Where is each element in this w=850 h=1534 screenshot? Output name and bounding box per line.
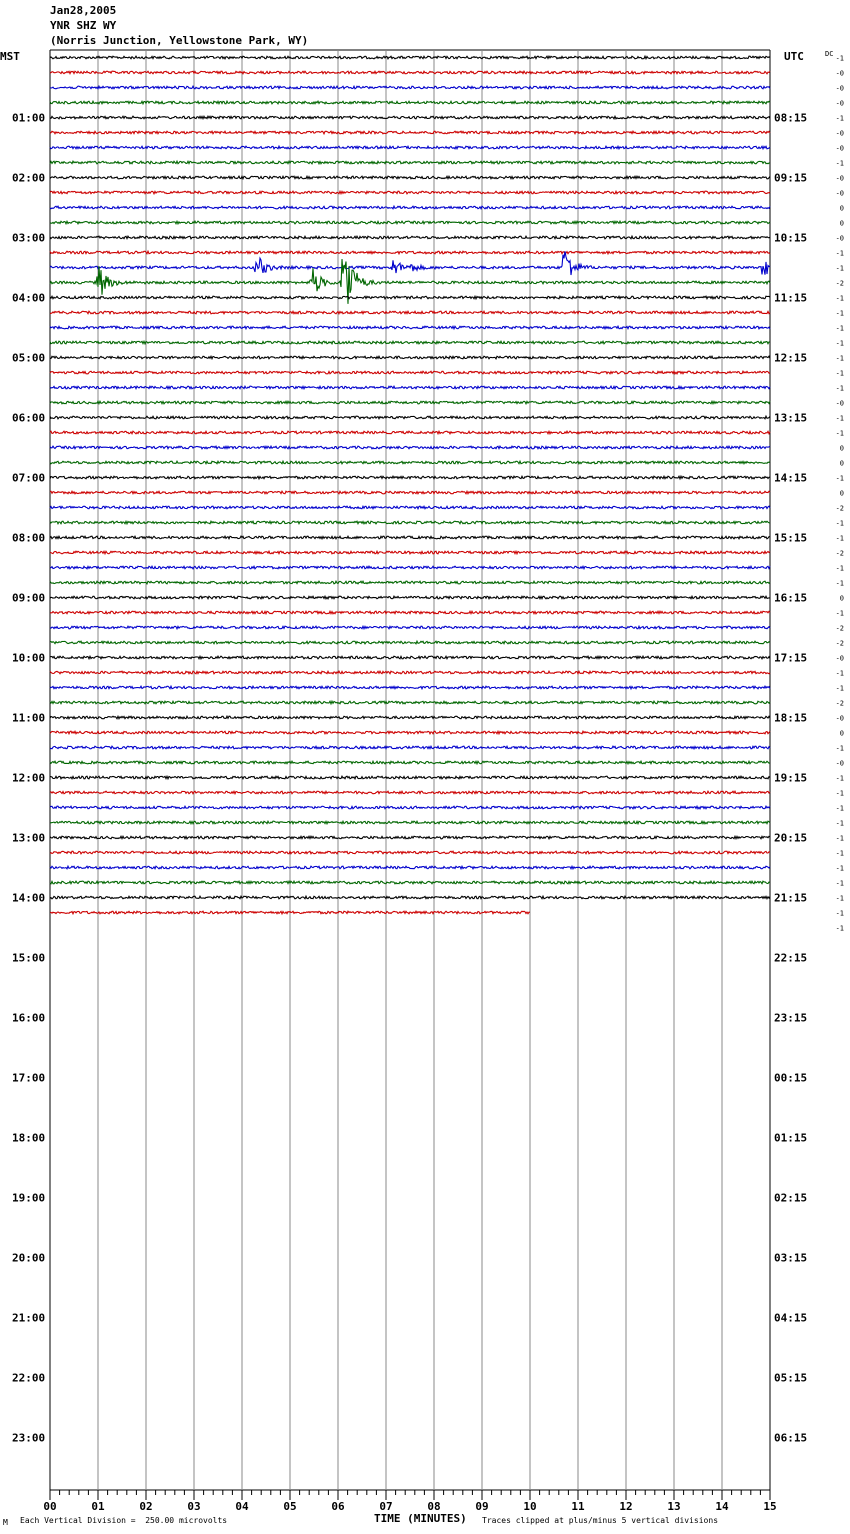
x-tick-label: 01 <box>91 1500 105 1513</box>
dc-offset-label: -0 <box>835 234 844 243</box>
dc-offset-label: 0 <box>839 459 844 468</box>
mst-hour-label: 02:00 <box>12 171 46 185</box>
dc-offset-label: -1 <box>835 924 844 933</box>
mst-hour-label: 13:00 <box>12 831 46 845</box>
dc-offset-label: -1 <box>835 354 844 363</box>
utc-hour-label: 05:15 <box>774 1371 808 1385</box>
x-tick-label: 06 <box>331 1500 345 1513</box>
dc-offset-label: -1 <box>835 789 844 798</box>
station-code: YNR SHZ WY <box>50 19 117 32</box>
mst-axis-title: MST <box>0 50 20 63</box>
dc-offset-label: 0 <box>839 219 844 228</box>
dc-offset-label: -1 <box>835 339 844 348</box>
seismic-trace <box>50 341 770 344</box>
dc-offset-label: -0 <box>835 759 844 768</box>
utc-hour-label: 23:15 <box>774 1011 808 1025</box>
seismic-trace <box>50 866 770 869</box>
mst-hour-label: 11:00 <box>12 711 46 725</box>
x-tick-label: 09 <box>475 1500 489 1513</box>
dc-offset-label: -2 <box>835 549 844 558</box>
mst-hour-label: 12:00 <box>12 771 46 785</box>
dc-offset-label: -1 <box>835 159 844 168</box>
mst-hour-label: 22:00 <box>12 1371 46 1385</box>
dc-offset-label: -1 <box>835 324 844 333</box>
x-tick-label: 08 <box>427 1500 441 1513</box>
seismic-trace <box>50 491 770 494</box>
x-tick-label: 13 <box>667 1500 681 1513</box>
seismic-trace <box>50 806 770 809</box>
seismic-trace <box>50 626 770 629</box>
seismic-trace <box>50 536 770 539</box>
utc-hour-label: 04:15 <box>774 1311 808 1325</box>
mst-hour-label: 19:00 <box>12 1191 46 1205</box>
dc-offset-label: -1 <box>835 384 844 393</box>
clip-note: Traces clipped at plus/minus 5 vertical divisions <box>482 1516 719 1525</box>
utc-hour-label: 01:15 <box>774 1131 808 1145</box>
dc-offset-label: -1 <box>835 474 844 483</box>
dc-offset-label: -1 <box>835 429 844 438</box>
seismic-trace <box>50 206 770 209</box>
dc-offset-label: 0 <box>839 489 844 498</box>
dc-offset-label: -1 <box>835 864 844 873</box>
dc-offset-label: -1 <box>835 519 844 528</box>
x-axis-title: TIME (MINUTES) <box>374 1512 467 1525</box>
dc-offset-label: -1 <box>835 414 844 423</box>
mst-hour-label: 08:00 <box>12 531 46 545</box>
dc-offset-label: -1 <box>835 249 844 258</box>
x-tick-label: 12 <box>619 1500 633 1513</box>
dc-offset-label: -1 <box>835 564 844 573</box>
mst-hour-label: 15:00 <box>12 951 46 965</box>
dc-offset-label: -1 <box>835 879 844 888</box>
seismic-trace <box>50 521 770 524</box>
mst-hour-label: 07:00 <box>12 471 46 485</box>
utc-hour-label: 15:15 <box>774 531 808 545</box>
utc-hour-label: 12:15 <box>774 351 808 365</box>
dc-offset-label: -1 <box>835 894 844 903</box>
seismic-trace <box>50 851 770 854</box>
utc-hour-label: 02:15 <box>774 1191 808 1205</box>
utc-hour-label: 14:15 <box>774 471 808 485</box>
mst-hour-label: 06:00 <box>12 411 46 425</box>
dc-label: DC <box>825 50 834 58</box>
seismic-trace <box>50 476 770 479</box>
x-tick-label: 07 <box>379 1500 393 1513</box>
mst-hour-label: 14:00 <box>12 891 46 905</box>
footer-mark: M <box>3 1518 8 1527</box>
seismic-trace <box>50 746 770 749</box>
station-location: (Norris Junction, Yellowstone Park, WY) <box>50 34 309 47</box>
seismic-trace <box>50 431 770 434</box>
mst-hour-label: 17:00 <box>12 1071 46 1085</box>
scale-note: Each Vertical Division = 250.00 microvolts <box>20 1516 228 1525</box>
dc-offset-label: -0 <box>835 99 844 108</box>
dc-offset-label: -1 <box>835 579 844 588</box>
seismic-trace <box>50 461 770 464</box>
utc-hour-label: 09:15 <box>774 171 808 185</box>
utc-hour-label: 18:15 <box>774 711 808 725</box>
utc-axis-title: UTC <box>784 50 804 63</box>
dc-offset-label: -1 <box>835 264 844 273</box>
seismic-trace <box>50 596 770 599</box>
x-tick-label: 11 <box>571 1500 585 1513</box>
dc-offset-label: -1 <box>835 669 844 678</box>
dc-offset-label: -0 <box>835 654 844 663</box>
dc-offset-label: -0 <box>835 69 844 78</box>
seismic-trace <box>50 821 770 824</box>
x-tick-label: 10 <box>523 1500 537 1513</box>
seismic-trace <box>50 686 770 689</box>
mst-hour-label: 03:00 <box>12 231 46 245</box>
seismic-trace <box>50 386 770 389</box>
seismic-trace <box>50 701 770 704</box>
dc-offset-label: 0 <box>839 204 844 213</box>
dc-offset-label: 0 <box>839 594 844 603</box>
seismic-trace <box>50 836 770 839</box>
seismic-trace <box>50 236 770 239</box>
x-tick-label: 02 <box>139 1500 153 1513</box>
dc-offset-label: -0 <box>835 129 844 138</box>
dc-offset-label: -1 <box>835 774 844 783</box>
dc-offset-label: -2 <box>835 279 844 288</box>
seismic-trace <box>50 86 770 89</box>
utc-hour-label: 21:15 <box>774 891 808 905</box>
seismic-trace <box>50 716 770 719</box>
dc-offset-label: -1 <box>835 534 844 543</box>
dc-offset-label: -2 <box>835 504 844 513</box>
mst-hour-label: 23:00 <box>12 1431 46 1445</box>
seismic-trace <box>50 191 770 194</box>
seismic-trace <box>50 551 770 554</box>
dc-offset-label: 0 <box>839 729 844 738</box>
dc-offset-label: -1 <box>835 609 844 618</box>
utc-hour-label: 20:15 <box>774 831 808 845</box>
seismic-trace <box>50 641 770 644</box>
x-tick-label: 04 <box>235 1500 249 1513</box>
utc-hour-label: 10:15 <box>774 231 808 245</box>
seismic-trace <box>50 131 770 134</box>
dc-offset-label: -1 <box>835 804 844 813</box>
dc-offset-label: -1 <box>835 834 844 843</box>
utc-hour-label: 03:15 <box>774 1251 808 1265</box>
seismic-trace <box>50 176 770 179</box>
mst-hour-label: 10:00 <box>12 651 46 665</box>
dc-offset-label: -2 <box>835 624 844 633</box>
dc-offset-label: -1 <box>835 849 844 858</box>
seismic-trace <box>50 881 770 884</box>
seismic-trace <box>50 371 770 374</box>
dc-offset-label: -0 <box>835 84 844 93</box>
mst-hour-label: 09:00 <box>12 591 46 605</box>
mst-hour-label: 18:00 <box>12 1131 46 1145</box>
dc-offset-label: -0 <box>835 399 844 408</box>
utc-hour-label: 13:15 <box>774 411 808 425</box>
seismic-trace <box>50 671 770 674</box>
dc-offset-label: -1 <box>835 114 844 123</box>
utc-hour-label: 06:15 <box>774 1431 808 1445</box>
utc-hour-label: 16:15 <box>774 591 808 605</box>
x-tick-label: 00 <box>43 1500 57 1513</box>
seismic-trace <box>50 776 770 779</box>
dc-offset-label: -1 <box>835 819 844 828</box>
seismic-trace <box>50 401 770 404</box>
seismic-trace <box>50 296 770 299</box>
seismic-trace <box>50 71 770 74</box>
mst-hour-label: 21:00 <box>12 1311 46 1325</box>
seismic-trace <box>50 566 770 569</box>
dc-offset-label: 0 <box>839 444 844 453</box>
mst-hour-label: 16:00 <box>12 1011 46 1025</box>
mst-hour-label: 04:00 <box>12 291 46 305</box>
dc-offset-label: -1 <box>835 294 844 303</box>
dc-offset-label: -1 <box>835 369 844 378</box>
seismic-trace <box>50 326 770 329</box>
seismic-trace <box>50 161 770 164</box>
seismic-trace <box>50 791 770 794</box>
seismic-trace <box>50 146 770 149</box>
seismic-trace <box>50 446 770 449</box>
x-tick-label: 15 <box>763 1500 777 1513</box>
chart-date: Jan28,2005 <box>50 4 117 17</box>
seismic-trace <box>50 896 770 899</box>
dc-offset-label: -2 <box>835 639 844 648</box>
dc-offset-label: -1 <box>835 309 844 318</box>
utc-hour-label: 17:15 <box>774 651 808 665</box>
x-tick-label: 03 <box>187 1500 201 1513</box>
seismic-trace <box>50 416 770 419</box>
dc-offset-label: -0 <box>835 144 844 153</box>
seismic-trace <box>50 116 770 119</box>
seismic-trace <box>50 611 770 614</box>
x-tick-label: 14 <box>715 1500 729 1513</box>
utc-hour-label: 19:15 <box>774 771 808 785</box>
dc-offset-label: -1 <box>835 744 844 753</box>
dc-offset-label: -1 <box>835 909 844 918</box>
seismic-trace <box>50 251 770 254</box>
utc-hour-label: 22:15 <box>774 951 808 965</box>
mst-hour-label: 05:00 <box>12 351 46 365</box>
utc-hour-label: 00:15 <box>774 1071 808 1085</box>
utc-hour-label: 08:15 <box>774 111 808 125</box>
seismic-trace <box>50 656 770 659</box>
dc-offset-label: -1 <box>835 54 844 63</box>
seismic-trace <box>50 221 770 224</box>
seismic-trace <box>50 761 770 764</box>
dc-offset-label: -0 <box>835 714 844 723</box>
seismic-trace <box>50 356 770 359</box>
seismic-trace <box>50 56 770 59</box>
dc-offset-label: -0 <box>835 174 844 183</box>
x-tick-label: 05 <box>283 1500 297 1513</box>
seismic-trace <box>50 311 770 314</box>
seismic-trace <box>50 101 770 104</box>
mst-hour-label: 01:00 <box>12 111 46 125</box>
dc-offset-label: -1 <box>835 684 844 693</box>
dc-offset-label: -0 <box>835 189 844 198</box>
dc-offset-label: -2 <box>835 699 844 708</box>
utc-hour-label: 11:15 <box>774 291 808 305</box>
seismic-trace <box>50 581 770 584</box>
seismic-trace <box>50 506 770 509</box>
mst-hour-label: 20:00 <box>12 1251 46 1265</box>
seismic-trace <box>50 731 770 734</box>
seismic-trace <box>50 251 770 275</box>
